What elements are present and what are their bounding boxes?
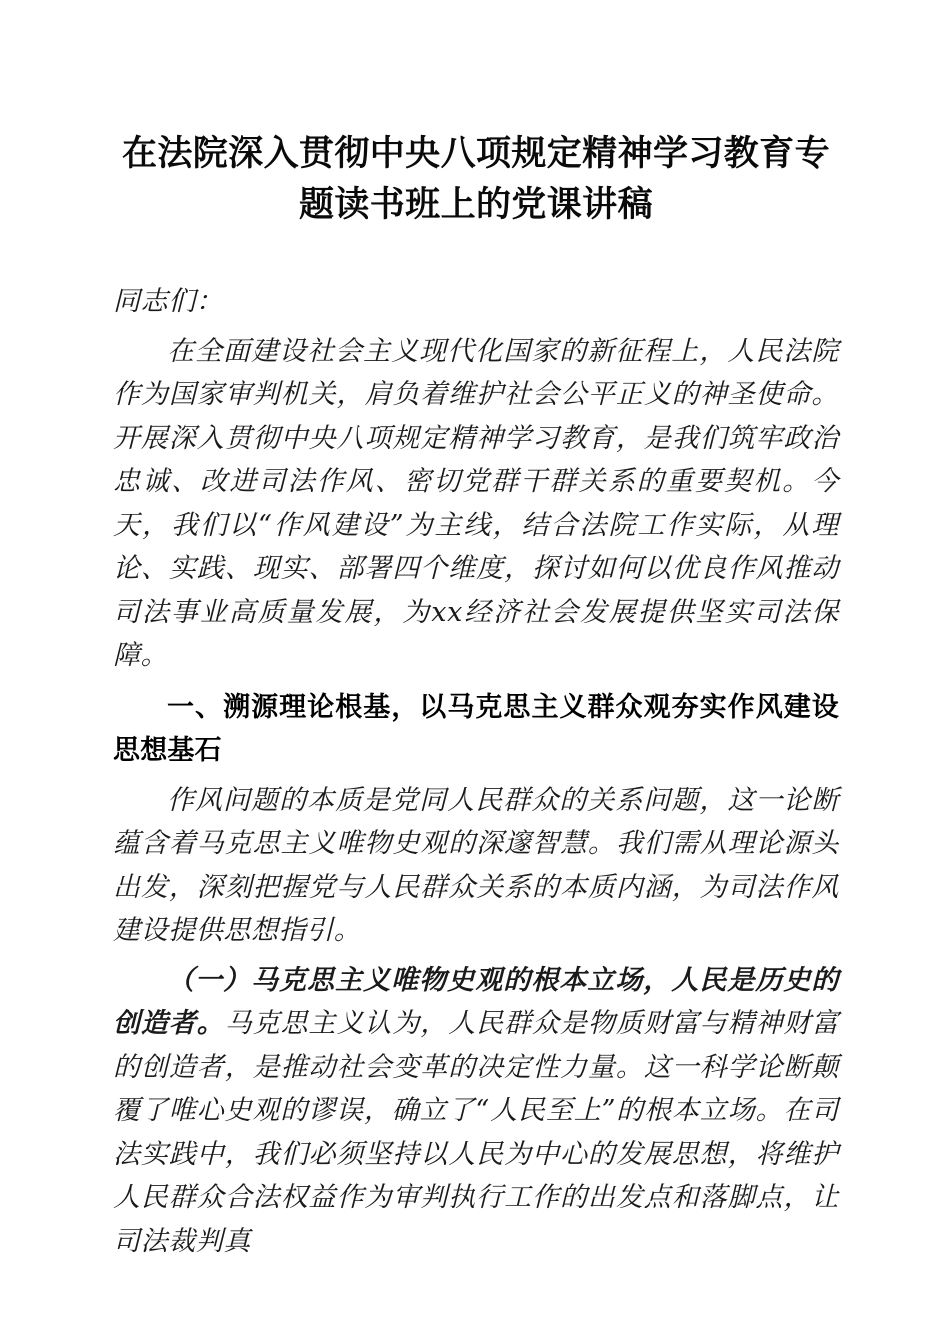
paragraph-lead-in: （一）马克思主义唯物史观的根本立场，人民是历史的创造者。 — [113, 964, 839, 1039]
salutation: 同志们： — [113, 286, 224, 317]
paragraph-section-1-1 — [113, 953, 839, 1264]
paragraph-intro: 在全面建设社会主义现代化国家的新征程上，人民法院作为国家审判机关，肩负着维护社会公平正义的神圣使命。开展深入贯彻中央八项规定精神学习教育，是我们筑牢政治忠诚、改进司法作风、密切党群干群关系的重要契机。今天，我们以“作风建设”为主线，结合法院工作实际，从理论、实践、现实、部署四个维度，探讨如何以优良作风推动司法事业高质量发展，为xx经济社会发展提供坚实司法保障。 — [113, 335, 839, 671]
paragraph-section-1-intro: 作风问题的本质是党同人民群众的关系问题，这一论断蕴含着马克思主义唯物史观的深邃智慧。我们需从理论源头出发，深刻把握党与人民群众关系的本质内涵，为司法作风建设提供思想指引。 — [113, 784, 839, 946]
document-content — [113, 0, 839, 1263]
section-heading-1: 一、溯源理论根基，以马克思主义群众观夯实作风建设思想基石 — [113, 691, 839, 765]
page-title: 在法院深入贯彻中央八项规定精神学习教育专题读书班上的党课讲稿 — [121, 133, 830, 225]
paragraph-body-text: 马克思主义认为，人民群众是物质财富与精神财富的创造者，是推动社会变革的决定性力量。这一科学论断颠覆了唯心史观的谬误，确立了“人民至上”的根本立场。在司法实践中，我们必须坚持以人民为中心的发展思想，将维护人民群众合法权益作为审判执行工作的出发点和落脚点，让司法裁判真 — [113, 1008, 839, 1257]
